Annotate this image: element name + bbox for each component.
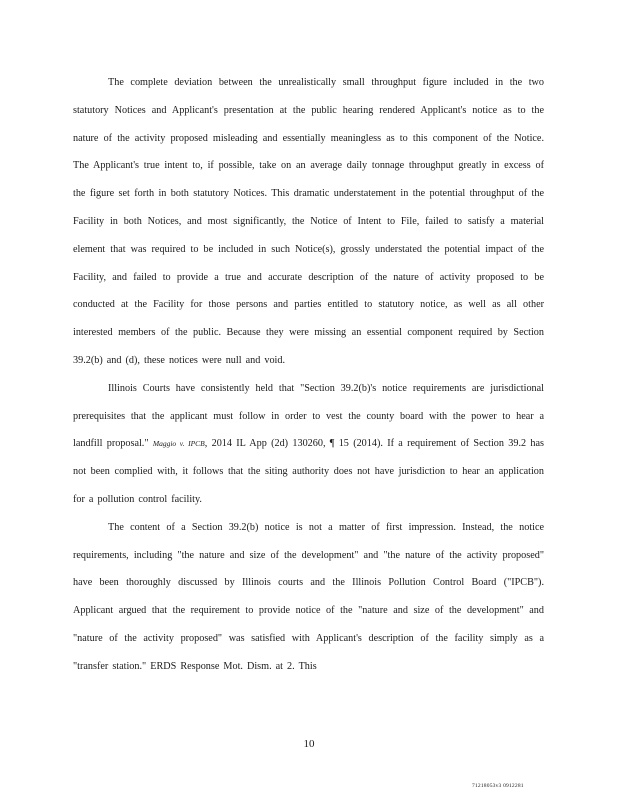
- paragraph-text: , 2014 IL App (2d) 130260, ¶ 15 (2014). If a requirement of Section 39.2 has not been complied with, it follows that the siting authority does not have jurisdiction to hear an application for a pollution control facility.: [73, 438, 544, 505]
- paragraph-throughput-deviation: [73, 69, 544, 375]
- case-citation: Maggio v. IPCB: [152, 439, 205, 449]
- body-text: [73, 69, 544, 681]
- paragraph-notice-content: [73, 514, 544, 681]
- paragraph-text: Illinois Courts have consistently held that "Section 39.2(b)'s notice requirements are jurisdictional prerequisites that the applicant must follow in order to vest the county board with the power to hear a landfill proposal.": [73, 382, 544, 450]
- paragraph-text: The content of a Section 39.2(b) notice is not a matter of first impression. Instead, the notice requirements, including "the nature and size of the development" and "the nature of the activity proposed" have been thoroughly discussed by Illinois courts and the Illinois Pollution Control Board ("IPCB"). Applicant argued that the requirement to provide notice of the "nature and size of the development" and "nature of the activity proposed" was satisfied with Applicant's description of the facility simply as a "transfer station." ERDS Response Mot. Dism. at 2. This: [73, 521, 544, 672]
- paragraph-jurisdictional-prerequisites: [73, 375, 544, 514]
- paragraph-text: The complete deviation between the unrealistically small throughput figure included in the two statutory Notices and Applicant's presentation at the public hearing rendered Applicant's notice as to the nature of the activity proposed misleading and essentially meaningless as to this component of the Notice. The Applicant's true intent to, if possible, take on an average daily tonnage throughput greatly in excess of the figure set forth in both statutory Notices. This dramatic understatement in the potential throughput of the Facility in both Notices, and most significantly, the Notice of Intent to File, failed to satisfy a material element that was required to be included in such Notice(s), grossly understated the potential impact of the Facility, and failed to provide a true and accurate description of the nature of activity proposed to be conducted at the Facility for those persons and parties entitled to statutory notice, as well as all other interested members of the public. Because they were missing an essential component required by Section 39.2(b) and (d), these notices were null and void.: [73, 77, 544, 366]
- document-id: 71218053v3 0912281: [472, 783, 524, 789]
- page-number: 10: [303, 738, 315, 750]
